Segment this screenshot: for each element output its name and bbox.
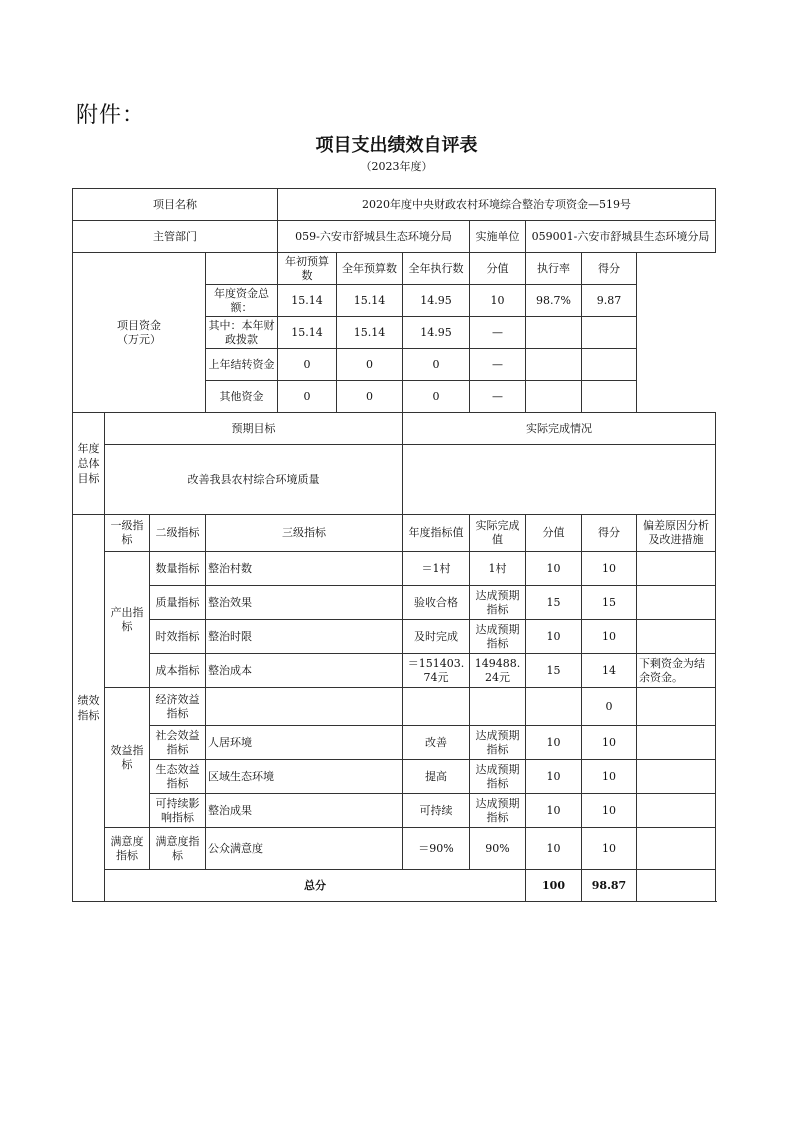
funds-rate: [526, 349, 582, 381]
perf-note: [637, 726, 716, 760]
perf-actual: 达成预期指标: [470, 620, 526, 654]
funds-header-score: 得分: [582, 253, 637, 285]
perf-level3: 人居环境: [206, 726, 403, 760]
perf-target: 改善: [403, 726, 470, 760]
perf-value: 10: [526, 726, 582, 760]
perf-score: 15: [582, 586, 637, 620]
table-row: [73, 794, 716, 828]
perf-level3: 整治成果: [206, 794, 403, 828]
perf-header-target: 年度指标值: [403, 515, 470, 552]
perf-actual: 1村: [470, 552, 526, 586]
perf-level3: 整治时限: [206, 620, 403, 654]
table-row: [73, 552, 716, 586]
row-department: [73, 221, 716, 253]
perf-value: 10: [526, 828, 582, 870]
table-row: [73, 688, 716, 726]
funds-header-value: 分值: [470, 253, 526, 285]
funds-executed: 14.95: [403, 317, 470, 349]
dept-label: 主管部门: [73, 221, 278, 253]
row-project-name: [73, 189, 716, 221]
funds-annual: 15.14: [337, 285, 403, 317]
row-perf-header: [73, 515, 716, 552]
funds-executed: 0: [403, 381, 470, 413]
funds-header-blank: [206, 253, 278, 285]
year-subtitle: （2023年度）: [360, 160, 433, 173]
perf-target: ＝151403.74元: [403, 654, 470, 688]
perf-level2: 满意度指标: [150, 828, 206, 870]
perf-label: 绩效指标: [73, 515, 105, 902]
perf-level2: 时效指标: [150, 620, 206, 654]
total-value: 100: [526, 870, 582, 902]
perf-level2: 质量指标: [150, 586, 206, 620]
perf-actual: 达成预期指标: [470, 586, 526, 620]
funds-executed: 0: [403, 349, 470, 381]
perf-target: 提高: [403, 760, 470, 794]
perf-score: 10: [582, 794, 637, 828]
row-goal-header: [73, 413, 716, 445]
perf-actual: 达成预期指标: [470, 726, 526, 760]
funds-rate: [526, 317, 582, 349]
funds-header-annual: 全年预算数: [337, 253, 403, 285]
perf-header-level2: 二级指标: [150, 515, 206, 552]
perf-actual: [470, 688, 526, 726]
perf-score: 0: [582, 688, 637, 726]
perf-level2: 生态效益指标: [150, 760, 206, 794]
row-goal-values: [73, 445, 716, 515]
perf-score: 10: [582, 760, 637, 794]
perf-actual: 达成预期指标: [470, 760, 526, 794]
funds-annual: 0: [337, 349, 403, 381]
perf-actual: 达成预期指标: [470, 794, 526, 828]
perf-header-note: 偏差原因分析及改进措施: [637, 515, 716, 552]
funds-header-rate: 执行率: [526, 253, 582, 285]
page-title: 项目支出绩效自评表: [315, 135, 478, 156]
perf-note: [637, 760, 716, 794]
funds-rate: 98.7%: [526, 285, 582, 317]
perf-level2: 经济效益指标: [150, 688, 206, 726]
perf-value: 10: [526, 760, 582, 794]
funds-score-value: —: [470, 317, 526, 349]
perf-header-score: 得分: [582, 515, 637, 552]
perf-target: 可持续: [403, 794, 470, 828]
funds-rate: [526, 381, 582, 413]
perf-header-actual: 实际完成值: [470, 515, 526, 552]
funds-score: [582, 381, 637, 413]
perf-level3: 区域生态环境: [206, 760, 403, 794]
perf-score: 10: [582, 726, 637, 760]
funds-score-value: —: [470, 381, 526, 413]
funds-annual: 15.14: [337, 317, 403, 349]
funds-header-executed: 全年执行数: [403, 253, 470, 285]
impl-value: 059001-六安市舒城县生态环境分局: [526, 221, 716, 253]
perf-level1: 产出指标: [105, 552, 150, 688]
funds-score: [582, 317, 637, 349]
perf-score: 10: [582, 620, 637, 654]
perf-score: 10: [582, 552, 637, 586]
table-row: [73, 620, 716, 654]
perf-note: [637, 552, 716, 586]
perf-level3: 整治村数: [206, 552, 403, 586]
perf-note: [637, 828, 716, 870]
perf-score: 14: [582, 654, 637, 688]
funds-initial: 0: [278, 349, 337, 381]
funds-label: [73, 253, 206, 413]
perf-level2: 社会效益指标: [150, 726, 206, 760]
goal-expected-header: 预期目标: [105, 413, 403, 445]
funds-score: 9.87: [582, 285, 637, 317]
funds-row-label: 上年结转资金: [206, 349, 278, 381]
table-row: [73, 586, 716, 620]
project-name-label: 项目名称: [73, 189, 278, 221]
total-note: [637, 870, 716, 902]
goal-actual-value: [403, 445, 716, 515]
perf-actual: 90%: [470, 828, 526, 870]
perf-target: [403, 688, 470, 726]
perf-note: [637, 688, 716, 726]
perf-target: 及时完成: [403, 620, 470, 654]
perf-value: [526, 688, 582, 726]
perf-level3: 整治效果: [206, 586, 403, 620]
table-row: [73, 828, 716, 870]
funds-score-value: —: [470, 349, 526, 381]
perf-score: 10: [582, 828, 637, 870]
funds-label-line1: 项目资金: [117, 318, 161, 332]
funds-row-label: 其中：本年财政拨款: [206, 317, 278, 349]
perf-value: 15: [526, 586, 582, 620]
perf-header-level3: 三级指标: [206, 515, 403, 552]
perf-level2: 成本指标: [150, 654, 206, 688]
perf-value: 10: [526, 794, 582, 828]
perf-level2: 数量指标: [150, 552, 206, 586]
project-name-value: 2020年度中央财政农村环境综合整治专项资金—519号: [278, 189, 716, 221]
funds-initial: 15.14: [278, 285, 337, 317]
funds-row-label: 年度资金总额：: [206, 285, 278, 317]
table-row: [73, 654, 716, 688]
row-funds-header: [73, 253, 716, 285]
goal-actual-header: 实际完成情况: [403, 413, 716, 445]
evaluation-table: [72, 188, 716, 902]
perf-value: 15: [526, 654, 582, 688]
perf-target: 验收合格: [403, 586, 470, 620]
table-row: [73, 726, 716, 760]
perf-value: 10: [526, 620, 582, 654]
row-total: [73, 870, 716, 902]
perf-level3: 整治成本: [206, 654, 403, 688]
funds-initial: 0: [278, 381, 337, 413]
funds-initial: 15.14: [278, 317, 337, 349]
goal-expected-value: 改善我县农村综合环境质量: [105, 445, 403, 515]
attachment-label: 附件：: [76, 103, 146, 128]
goal-label: 年度总体目标: [73, 413, 105, 515]
perf-level1: 效益指标: [105, 688, 150, 828]
total-score: 98.87: [582, 870, 637, 902]
funds-annual: 0: [337, 381, 403, 413]
perf-value: 10: [526, 552, 582, 586]
perf-level1: 满意度指标: [105, 828, 150, 870]
table-row: [73, 760, 716, 794]
impl-label: 实施单位: [470, 221, 526, 253]
funds-row-label: 其他资金: [206, 381, 278, 413]
funds-score-value: 10: [470, 285, 526, 317]
funds-header-initial: 年初预算数: [278, 253, 337, 285]
perf-header-level1: 一级指标: [105, 515, 150, 552]
perf-level3: [206, 688, 403, 726]
perf-target: ＝90%: [403, 828, 470, 870]
funds-score: [582, 349, 637, 381]
dept-value: 059-六安市舒城县生态环境分局: [278, 221, 470, 253]
perf-level2: 可持续影响指标: [150, 794, 206, 828]
funds-executed: 14.95: [403, 285, 470, 317]
perf-header-value: 分值: [526, 515, 582, 552]
funds-label-line2: （万元）: [117, 332, 161, 346]
evaluation-table-wrapper: [72, 188, 715, 902]
perf-level3: 公众满意度: [206, 828, 403, 870]
perf-note: [637, 620, 716, 654]
perf-actual: 149488.24元: [470, 654, 526, 688]
total-label: 总分: [105, 870, 526, 902]
perf-target: ＝1村: [403, 552, 470, 586]
perf-note: [637, 586, 716, 620]
perf-note: [637, 794, 716, 828]
perf-note: 下剩资金为结余资金。: [637, 654, 716, 688]
